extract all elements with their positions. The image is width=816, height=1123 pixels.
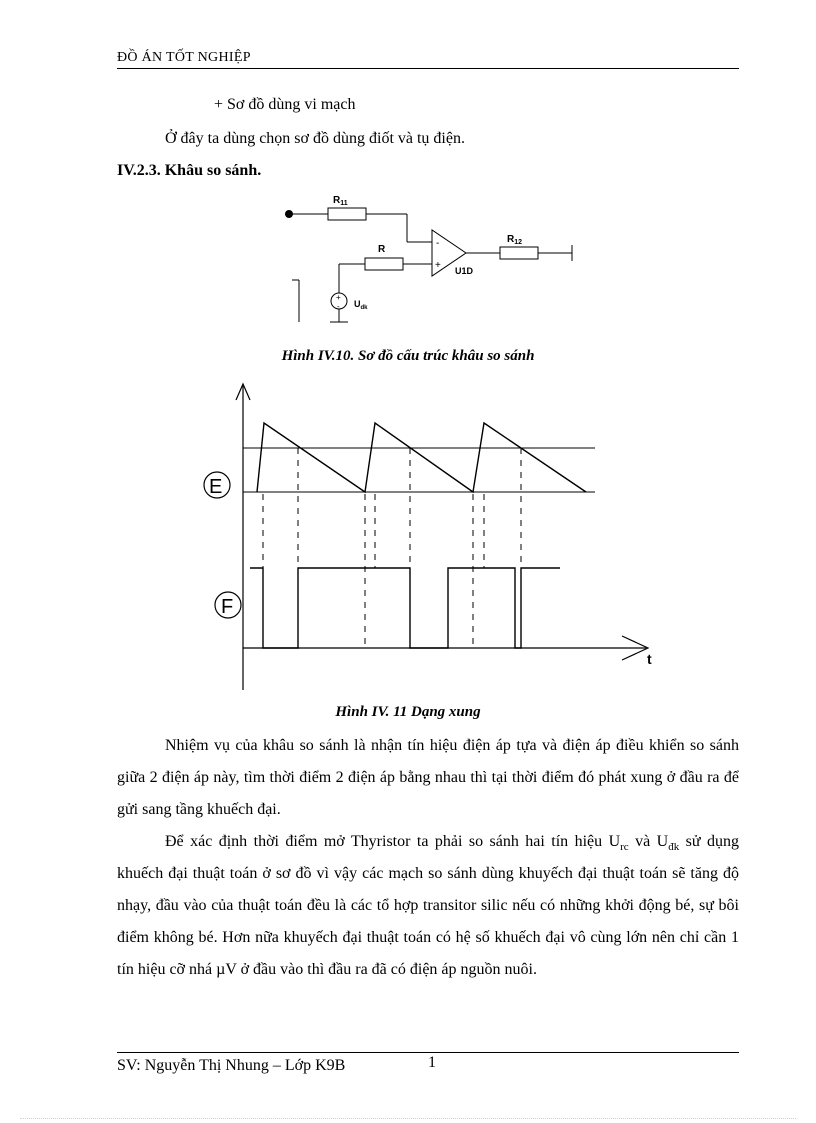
bullet-line: + Sơ đồ dùng vi mạch bbox=[214, 96, 356, 113]
sawtooth-wave bbox=[257, 423, 586, 492]
resistor-r12 bbox=[500, 247, 538, 259]
label-minus: - bbox=[436, 238, 440, 249]
label-udk: $U_{dk}$ bbox=[354, 299, 368, 311]
p2-sub-dk: đk bbox=[668, 841, 680, 854]
section-heading: IV.2.3. Khâu so sánh. bbox=[117, 162, 262, 179]
source-minus-sign: - bbox=[337, 302, 340, 311]
p2-text-c: sử dụng khuếch đại thuật toán ở sơ đồ vì vậy các mạch so sánh dùng khuyếch đại thuật toán sẽ tăng độ nhạy, đầu vào của thuật toán đều là các tổ hợp transitor silic nếu có những khởi động bé, sự bôi điểm không bé. Hơn nữa khuyếch đại thuật toán có hệ số khuếch đại vô cùng lớn nên chỉ cần 1 tín hiệu cỡ nhá µV ở đầu vào thì đầu ra đã có điện áp nguồn nuôi. bbox=[117, 833, 740, 978]
label-r: R bbox=[378, 244, 386, 255]
figure-caption-waveform: Hình IV. 11 Dạng xung bbox=[335, 704, 481, 720]
footer-student: SV: Nguyễn Thị Nhung – Lớp K9B bbox=[117, 1057, 346, 1074]
label-r12: $R_{12}$ bbox=[507, 234, 523, 246]
page-edge-dotted bbox=[20, 1118, 796, 1119]
comparator-circuit-diagram bbox=[270, 190, 590, 340]
label-t: t bbox=[647, 651, 652, 667]
source-plus-sign: + bbox=[336, 293, 341, 302]
label-r11: $R_{11}$ bbox=[333, 195, 348, 207]
pulse-waveform-diagram bbox=[190, 378, 660, 696]
figure-caption-circuit: Hình IV.10. Sơ đồ cấu trúc khâu so sánh bbox=[281, 348, 535, 364]
label-plus: + bbox=[435, 260, 441, 271]
p2-sub-rc: rc bbox=[620, 841, 629, 854]
sync-guides bbox=[263, 448, 521, 648]
p2-text-a: Để xác định thời điểm mở Thyristor ta phải so sánh hai tín hiệu U bbox=[165, 833, 621, 850]
resistor-r bbox=[365, 258, 403, 270]
paragraph-comparator-task bbox=[117, 730, 739, 826]
label-e: E bbox=[209, 476, 223, 498]
page-header-title: ĐỒ ÁN TỐT NGHIỆP bbox=[117, 50, 251, 65]
pulse-wave bbox=[250, 568, 560, 648]
label-f: F bbox=[221, 596, 234, 618]
header-divider bbox=[117, 68, 739, 69]
footer-divider bbox=[117, 1052, 739, 1053]
paragraph-comparator-task-text: Nhiệm vụ của khâu so sánh là nhận tín hiệu điện áp tựa và điện áp điều khiển so sánh giữa 2 điện áp này, tìm thời điểm 2 điện áp bằng nhau thì tại thời điểm đó phát xung ở đầu ra để gửi sang tầng khuếch đại. bbox=[117, 737, 739, 818]
page-number: 1 bbox=[428, 1054, 436, 1071]
choice-line: Ở đây ta dùng chọn sơ đồ dùng điốt và tụ điện. bbox=[165, 130, 465, 147]
p2-text-b: và U bbox=[628, 833, 669, 850]
label-u1d: U1D bbox=[455, 266, 474, 276]
resistor-r11 bbox=[328, 208, 366, 220]
paragraph-thyristor-comparison bbox=[117, 826, 739, 986]
